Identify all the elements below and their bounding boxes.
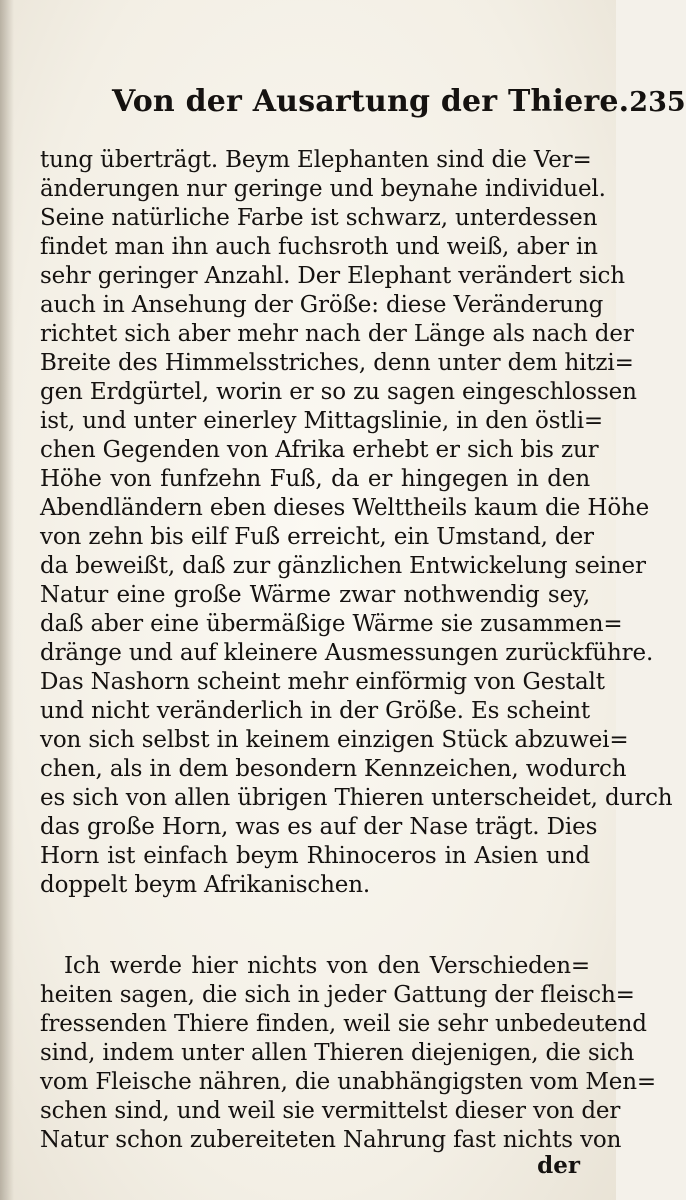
text-line: Seine natürliche Farbe ist schwarz, unterdessen [40, 205, 598, 231]
text-line: chen Gegenden von Afrika erhebt er sich bis zur [40, 437, 599, 463]
paragraph [40, 952, 657, 1155]
text-line: Abendländern eben dieses Welttheils kaum die Höhe [40, 495, 650, 521]
text-line: gen Erdgürtel, worin er so zu sagen eingeschlossen [40, 379, 637, 405]
running-head [112, 84, 686, 124]
text-line: von sich selbst in keinem einzigen Stück abzuwei= [40, 727, 629, 753]
page-number: 235 [629, 87, 686, 118]
catchword: der [537, 1152, 580, 1179]
text-line: Höhe von funfzehn Fuß, da er hingegen in den [40, 466, 590, 492]
text-line: tung überträgt. Beym Elephanten sind die Ver= [40, 147, 592, 173]
text-line: Ich werde hier nichts von den Verschieden= [64, 953, 590, 979]
paragraph-gap [40, 900, 590, 952]
text-line: doppelt beym Afrikanischen. [40, 872, 371, 898]
text-line: da beweißt, daß zur gänzlichen Entwickelung seiner [40, 553, 646, 579]
text-line: Breite des Himmelsstriches, denn unter dem hitzi= [40, 350, 634, 376]
text-line: schen sind, und weil sie vermittelst dieser von der [40, 1098, 621, 1124]
text-line: chen, als in dem besondern Kennzeichen, wodurch [40, 756, 627, 782]
text-line: Das Nashorn scheint mehr einförmig von Gestalt [40, 669, 605, 695]
text-line: fressenden Thiere finden, weil sie sehr unbedeutend [40, 1011, 647, 1037]
text-line: Natur schon zubereiteten Nahrung fast nichts von [40, 1127, 622, 1153]
body-text [40, 146, 673, 1155]
text-line: sind, indem unter allen Thieren diejenigen, die sich [40, 1040, 635, 1066]
text-line: und nicht veränderlich in der Größe. Es scheint [40, 698, 590, 724]
text-line: vom Fleische nähren, die unabhängigsten vom Men= [40, 1069, 657, 1095]
text-line: findet man ihn auch fuchsroth und weiß, aber in [40, 234, 598, 260]
text-line: von zehn bis eilf Fuß erreicht, ein Umstand, der [40, 524, 594, 550]
text-line: Horn ist einfach beym Rhinoceros in Asien und [40, 843, 590, 869]
text-line: sehr geringer Anzahl. Der Elephant verändert sich [40, 263, 625, 289]
text-line: ist, und unter einerley Mittagslinie, in den östli= [40, 408, 604, 434]
text-line: daß aber eine übermäßige Wärme sie zusammen= [40, 611, 623, 637]
text-line: heiten sagen, die sich in jeder Gattung der fleisch= [40, 982, 635, 1008]
text-line: Natur eine große Wärme zwar nothwendig sey, [40, 582, 590, 608]
paragraph [40, 146, 673, 900]
text-line: auch in Ansehung der Größe: diese Veränderung [40, 292, 604, 318]
text-line: das große Horn, was es auf der Nase trägt. Dies [40, 814, 598, 840]
running-title: Von der Ausartung der Thiere. [112, 84, 630, 119]
text-line: es sich von allen übrigen Thieren unterscheidet, durch [40, 785, 673, 811]
text-line: änderungen nur geringe und beynahe individuel. [40, 176, 606, 202]
text-line: dränge und auf kleinere Ausmessungen zurückführe. [40, 640, 654, 666]
text-line: richtet sich aber mehr nach der Länge als nach der [40, 321, 634, 347]
page-edge-shadow [0, 0, 14, 1200]
